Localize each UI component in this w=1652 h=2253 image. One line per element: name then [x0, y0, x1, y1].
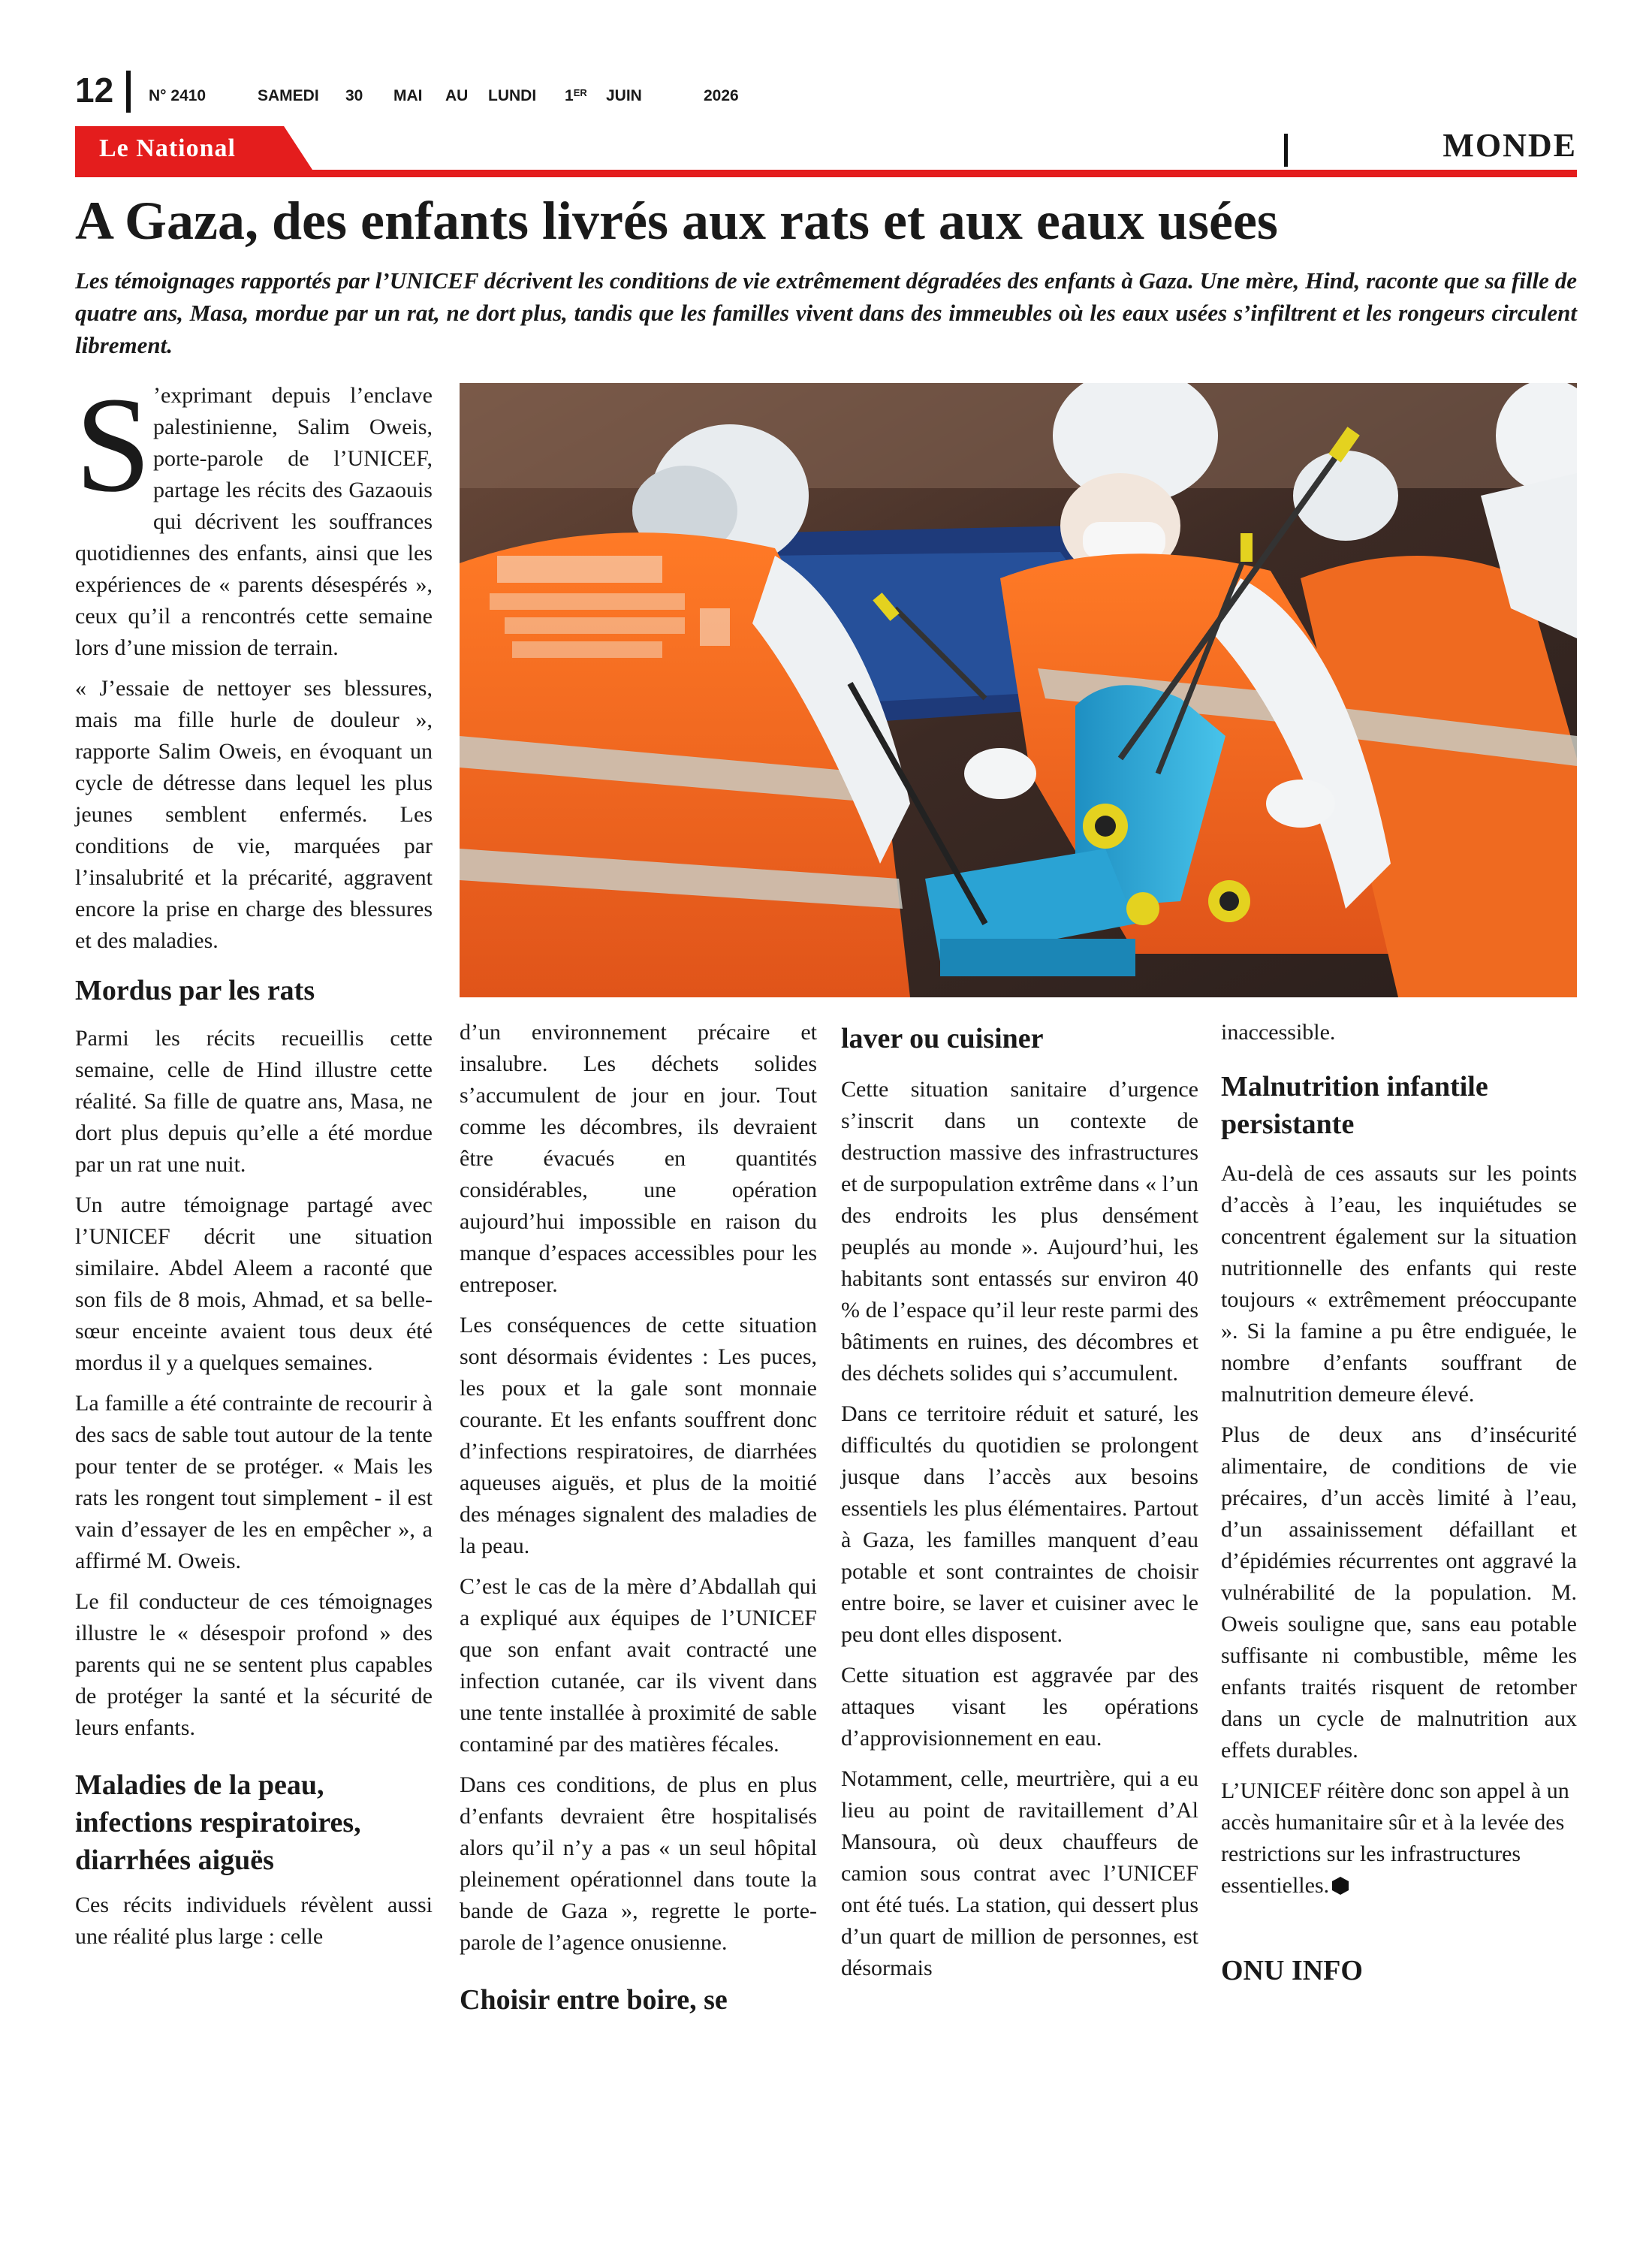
header-red-rule — [75, 170, 1577, 177]
drop-cap: S — [75, 369, 152, 520]
date-day2: LUNDI — [488, 87, 537, 104]
date-num2: 1ER — [565, 87, 587, 104]
date-num1: 30 — [345, 87, 363, 104]
article-signature: ONU INFO — [1221, 1955, 1363, 1986]
paragraph: ’exprimant depuis l’enclave palestinienne, Salim Oweis, porte-parole de l’UNICEF, partage les récits des Gazaouis qui décrivent les souffrances quotidiennes des enfants, ainsi que les expériences de « parents désespérés », ceux qu’il a rencontrés cette semaine lors d’une mission de terrain. — [75, 383, 433, 660]
subheading-malnutrition: Malnutrition infantile persistante — [1221, 1071, 1488, 1140]
paragraph: L’UNICEF réitère donc son appel à un accès humanitaire sûr et à la levée des restrictions sur les infrastructures essentielles. — [1221, 1778, 1569, 1898]
date-day1: SAMEDI — [258, 87, 319, 104]
issue-number: N° 2410 — [149, 87, 206, 104]
column-2 — [460, 1017, 817, 2019]
section-divider — [1284, 134, 1288, 167]
article-photo — [460, 383, 1577, 997]
section-title: MONDE — [1442, 127, 1577, 164]
subheading-maladies: Maladies de la peau, infections respiratoires, diarrhées aiguës — [75, 1769, 361, 1876]
paragraph: Cette situation est aggravée par des attaques visant les opérations d’approvisionnement en eau. — [841, 1663, 1198, 1751]
paragraph: Dans ces conditions, de plus en plus d’enfants devraient être hospitalisés alors qu’il n’y a pas « un seul hôpital pleinement opérationnel dans toute la bande de Gaza », regrette le porte-parole de l’agence onusienne. — [460, 1772, 817, 1955]
subheading-rats: Mordus par les rats — [75, 975, 315, 1006]
paragraph: « J’essaie de nettoyer ses blessures, mais ma fille hurle de douleur », rapporte Salim Oweis, en évoquant un cycle de détresse dans lequel les plus jeunes semblent enfermés. Les conditions de vie, marquées par l’insalubrité et la précarité, aggravent encore la prise en charge des blessures et des maladies. — [75, 676, 433, 953]
article-headline: A Gaza, des enfants livrés aux rats et aux eaux usées — [75, 191, 1278, 251]
date-month2: JUIN — [606, 87, 642, 104]
paragraph: Les conséquences de cette situation sont désormais évidentes : Les puces, les poux et la gale sont monnaie courante. Et les enfants souffrent donc d’infections respiratoires, de diarrhées aqueuses aiguës, et plus de la moitié des ménages signalent des maladies de la peau. — [460, 1313, 817, 1558]
subheading-boire-part1: Choisir entre boire, se — [460, 1984, 728, 2016]
paragraph: Ces récits individuels révèlent aussi une réalité plus large : celle — [75, 1893, 433, 1949]
column-3 — [841, 1020, 1198, 1993]
paragraph: Plus de deux ans d’insécurité alimentaire, de conditions de vie précaires, d’un accès limité à l’eau, d’un assainissement défaillant et d’épidémies récurrentes ont aggravé la vulnérabilité de la population. M. Oweis souligne que, sans eau potable suffisante ni combustible, même les enfants traités risquent de retomber dans un cycle de malnutrition aux effets durables. — [1221, 1422, 1577, 1763]
paragraph: Le fil conducteur de ces témoignages illustre le « désespoir profond » des parents qui ne se sentent plus capables de protéger la santé et la sécurité de leurs enfants. — [75, 1589, 433, 1740]
page-number: 12 — [75, 71, 114, 110]
photo-workers-disinfecting — [460, 383, 1577, 997]
column-1 — [75, 369, 433, 1962]
paragraph: C’est le cas de la mère d’Abdallah qui a expliqué aux équipes de l’UNICEF que son enfant avait contracté une infection cutanée, car ils vivent dans une tente installée à proximité de sable contaminé par des matières fécales. — [460, 1574, 817, 1757]
paragraph: La famille a été contrainte de recourir à des sacs de sable tout autour de la tente pour tenter de se protéger. « Mais les rats les rongent tout simplement - il est vain d’essayer de les en empêcher », a affirmé M. Oweis. — [75, 1391, 433, 1573]
paragraph: d’un environnement précaire et insalubre. Les déchets solides s’accumulent de jour en jour. Tout comme les décombres, ils devraient être évacués en quantités considérables, une opération aujourd’hui impossible en raison du manque d’espaces accessibles pour les entreposer. — [460, 1020, 817, 1297]
paragraph: Au-delà de ces assauts sur les points d’accès à l’eau, les inquiétudes se concentrent également sur la situation nutritionnelle des enfants qui reste toujours « extrêmement préoccupante ». Si la famine a pu être endiguée, le nombre d’enfants souffrant de malnutrition demeure élevé. — [1221, 1161, 1577, 1407]
date-month: MAI — [393, 87, 423, 104]
brand-name: Le National — [99, 134, 236, 162]
paragraph: Notamment, celle, meurtrière, qui a eu lieu au point de ravitaillement d’Al Mansoura, où deux chauffeurs de camion sous contrat avec l’UNICEF ont été tués. La station, qui dessert plus d’un quart de million de personnes, est désormais — [841, 1766, 1198, 1980]
date-year: 2026 — [704, 87, 739, 104]
end-of-article-icon — [1331, 1876, 1350, 1896]
date-au: AU — [445, 87, 469, 104]
page-number-divider — [126, 71, 131, 113]
article-lead: Les témoignages rapportés par l’UNICEF décrivent les conditions de vie extrêmement dégradées des enfants à Gaza. Une mère, Hind, raconte que sa fille de quatre ans, Masa, mordue par un rat, ne dort plus, tandis que les familles vivent dans des immeubles où les eaux usées s’infiltrent et les rongeurs circulent librement. — [75, 267, 1577, 358]
paragraph: Un autre témoignage partagé avec l’UNICEF décrit une situation similaire. Abdel Aleem a raconté que son fils de 8 mois, Ahmad, et sa belle-sœur enceinte avaient tous deux été mordus il y a quelques semaines. — [75, 1193, 433, 1375]
paragraph: inaccessible. — [1221, 1020, 1336, 1045]
paragraph: Dans ce territoire réduit et saturé, les difficultés du quotidien se prolongent jusque dans l’accès aux besoins essentiels les plus élémentaires. Partout à Gaza, les familles manquent d’eau potable et sont contraintes de choisir entre boire, se laver et cuisiner avec le peu dont elles disposent. — [841, 1401, 1198, 1647]
paragraph: Cette situation sanitaire d’urgence s’inscrit dans un contexte de destruction massive des infrastructures et de surpopulation extrême dans « l’un des endroits les plus densément peuplés au monde ». Aujourd’hui, les habitants sont entassés sur environ 40 % de l’espace qu’il leur reste parmi des bâtiments en ruines, des décombres et des déchets solides qui s’accumulent. — [841, 1077, 1198, 1386]
paragraph: Parmi les récits recueillis cette semaine, celle de Hind illustre cette réalité. Sa fille de quatre ans, Masa, ne dort plus depuis qu’elle a été mordue par un rat une nuit. — [75, 1026, 433, 1177]
subheading-boire-part2: laver ou cuisiner — [841, 1023, 1044, 1054]
column-4 — [1221, 1017, 1577, 1987]
